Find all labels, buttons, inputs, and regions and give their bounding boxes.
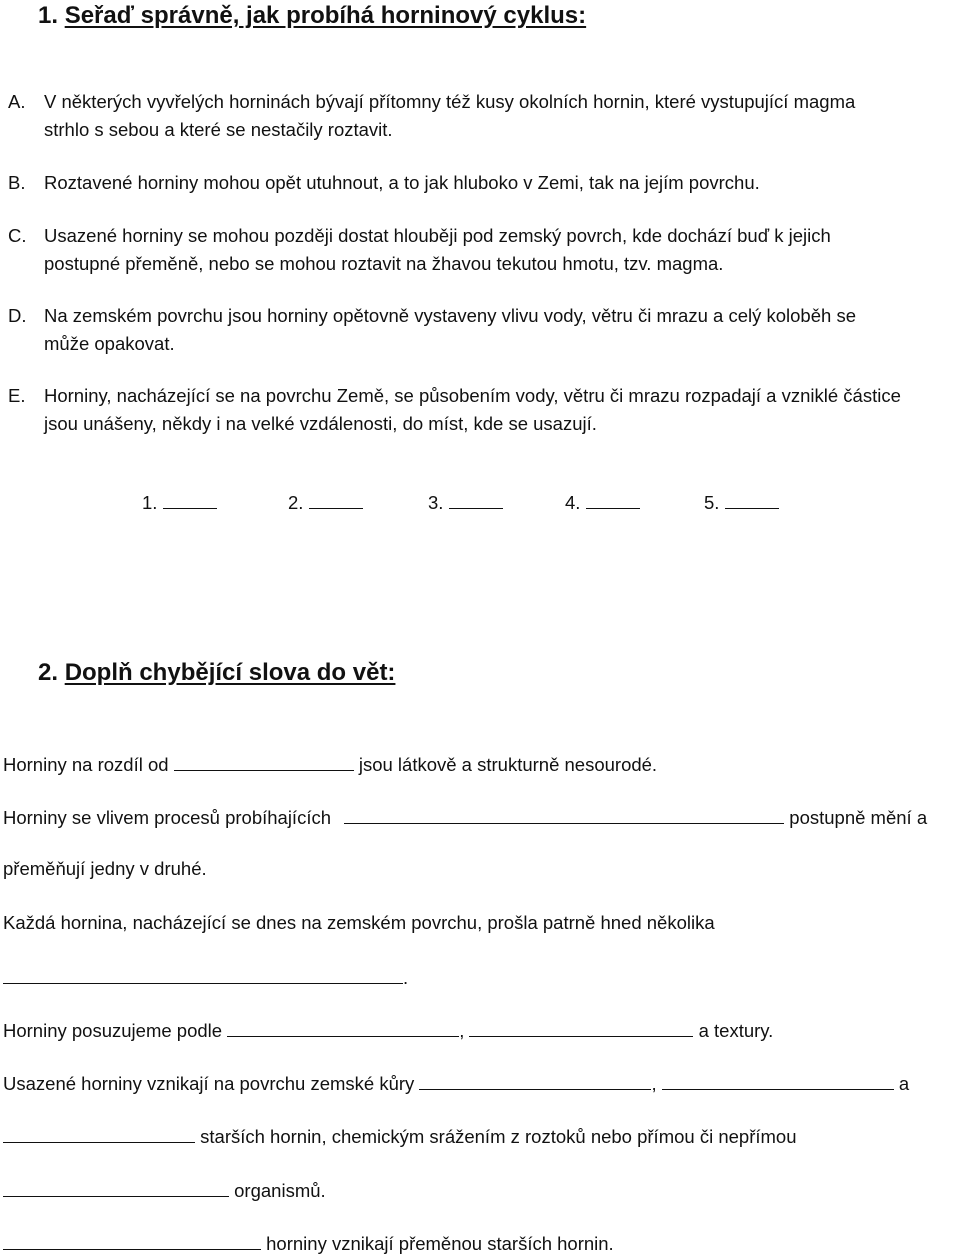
task1-title: Seřaď správně, jak probíhá horninový cyklus: — [64, 2, 587, 29]
sentence-text: Každá hornina, nacházející se dnes na zemském povrchu, prošla patrně hned několika — [3, 912, 715, 933]
item-letter: C. — [8, 225, 27, 246]
order-number: 3. — [428, 492, 444, 513]
sentence-text: Usazené horniny vznikají na povrchu zemské kůry — [3, 1073, 415, 1094]
fill-blank[interactable] — [662, 1071, 894, 1090]
sentence-text: , — [459, 1020, 465, 1041]
fill-blank[interactable] — [3, 965, 403, 984]
item-text: může opakovat. — [44, 333, 175, 354]
task2-title: Doplň chybějící slova do vět: — [64, 659, 396, 686]
sentence-text: . — [403, 967, 409, 988]
sentence-2 — [3, 805, 927, 829]
task1-number: 1. — [38, 2, 59, 29]
order-number: 4. — [565, 492, 581, 513]
order-blank[interactable] — [725, 490, 779, 509]
sentence-3-cont — [3, 965, 408, 989]
item-a — [8, 88, 855, 144]
item-text: Horniny, nacházející se na povrchu Země, se působením vody, větru či mrazu rozpadají a vzniklé částice — [44, 385, 901, 406]
fill-blank[interactable] — [3, 1178, 229, 1197]
order-blank[interactable] — [309, 490, 363, 509]
sentence-5-cont — [3, 1124, 797, 1148]
sentence-text: přeměňují jedny v druhé. — [3, 858, 207, 879]
sentence-text: postupně mění a — [789, 807, 928, 828]
sentence-6 — [3, 1231, 614, 1255]
item-e — [8, 382, 901, 438]
order-number: 1. — [142, 492, 158, 513]
sentence-text: horniny vznikají přeměnou starších hornin. — [266, 1233, 614, 1254]
item-letter: D. — [8, 305, 27, 326]
item-letter: A. — [8, 91, 26, 112]
sentence-text: a — [898, 1073, 910, 1094]
item-text: Usazené horniny se mohou později dostat hlouběji pod zemský povrch, kde dochází buď k jejich — [44, 225, 831, 246]
fill-blank[interactable] — [3, 1231, 261, 1250]
order-slot-5 — [704, 490, 779, 514]
order-number: 2. — [288, 492, 304, 513]
sentence-text: Horniny se vlivem procesů probíhajících — [3, 807, 332, 828]
item-text: Roztavené horniny mohou opět utuhnout, a to jak hluboko v Zemi, tak na jejím povrchu. — [44, 172, 760, 193]
order-blank[interactable] — [163, 490, 217, 509]
sentence-text: Horniny posuzujeme podle — [3, 1020, 223, 1041]
item-text: postupné přeměně, nebo se mohou roztavit na žhavou tekutou hmotu, tzv. magma. — [44, 253, 724, 274]
sentence-4 — [3, 1018, 773, 1042]
sentence-text: organismů. — [234, 1180, 326, 1201]
sentence-text: starších hornin, chemickým srážením z roztoků nebo přímou či nepřímou — [200, 1126, 797, 1147]
order-slot-3 — [428, 490, 503, 514]
fill-blank[interactable] — [174, 752, 354, 771]
fill-blank[interactable] — [469, 1018, 693, 1037]
sentence-text: Horniny na rozdíl od — [3, 754, 169, 775]
fill-blank[interactable] — [419, 1071, 651, 1090]
fill-blank[interactable] — [344, 805, 784, 824]
fill-blank[interactable] — [3, 1124, 195, 1143]
item-text: strhlo s sebou a které se nestačily roztavit. — [44, 119, 393, 140]
order-blank[interactable] — [449, 490, 503, 509]
fill-blank[interactable] — [227, 1018, 459, 1037]
sentence-1 — [3, 752, 657, 776]
sentence-text: , — [651, 1073, 657, 1094]
sentence-2-cont — [3, 858, 207, 880]
item-d — [8, 302, 856, 358]
task1-heading — [38, 2, 586, 30]
item-letter: B. — [8, 172, 26, 193]
sentence-5-cont2 — [3, 1178, 326, 1202]
task2-heading — [38, 659, 395, 687]
item-c — [8, 222, 831, 278]
item-text: Na zemském povrchu jsou horniny opětovně vystaveny vlivu vody, větru či mrazu a celý koloběh se — [44, 305, 856, 326]
item-text: V některých vyvřelých horninách bývají přítomny též kusy okolních hornin, které vystupující magma — [44, 91, 856, 112]
sentence-5 — [3, 1071, 909, 1095]
sentence-3 — [3, 912, 715, 934]
order-slot-1 — [142, 490, 217, 514]
item-text: jsou unášeny, někdy i na velké vzdálenosti, do míst, kde se usazují. — [44, 413, 597, 434]
order-number: 5. — [704, 492, 720, 513]
item-b — [8, 169, 760, 197]
order-blank[interactable] — [586, 490, 640, 509]
sentence-text: a textury. — [698, 1020, 774, 1041]
sentence-text: jsou látkově a strukturně nesourodé. — [358, 754, 658, 775]
order-slot-4 — [565, 490, 640, 514]
order-slot-2 — [288, 490, 363, 514]
item-letter: E. — [8, 385, 26, 406]
task2-number: 2. — [38, 659, 59, 686]
